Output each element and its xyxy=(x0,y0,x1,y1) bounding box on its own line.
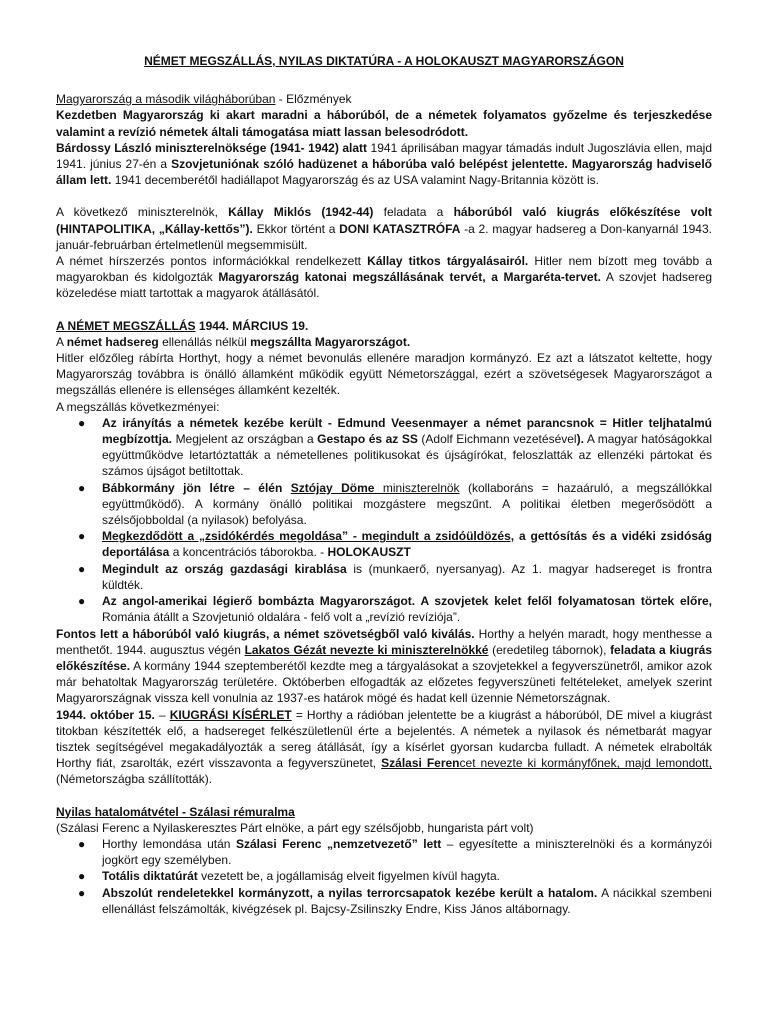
page-title: NÉMET MEGSZÁLLÁS, NYILAS DIKTATÚRA - A HOLOKAUSZT MAGYARORSZÁGON xyxy=(144,54,624,68)
bullet-icon: ● xyxy=(78,869,86,884)
bullet-icon: ● xyxy=(78,480,86,495)
bullet-icon: ● xyxy=(78,885,86,900)
list-item: ● Az irányítás a németek kezébe került - Edmund Veesenmayer a német parancsnok = Hitler teljhatalmú megbízottja. Megjelent az országban a Gestapo és az SS (Adolf Eichmann vezetésével). A magyar hatóságokkal együttműködve letartóztatták a németellenes politikusokat és újságírókat, feloszlatták az ellenzéki pártokat és számos újságot betiltottak. xyxy=(78,415,712,479)
section-arrow-cross xyxy=(56,804,712,917)
paragraph: Bárdossy László miniszterelnöksége (1941- 1942) alatt 1941 áprilisában magyar támadás indult Jugoszlávia ellen, majd 1941. június 27-én a Szovjetuniónak szóló hadüzenet a háborúba való belépést jelentette. Magyarország hadviselő állam lett. 1941 decemberétől hadiállapot Magyarország és az USA valamint Nagy-Britannia között is. xyxy=(56,140,712,188)
paragraph: A német hírszerzés pontos információkkal rendelkezett Kállay titkos tárgyalásairól. Hitler nem bízott meg tovább a magyarokban és kidolgozták Magyarország katonai megszállásának tervét, a Margaréta-tervet. A szovjet hadsereg közeledése miatt tartottak a magyarok átállásától. xyxy=(56,254,712,301)
bullet-icon: ● xyxy=(78,415,86,430)
paragraph: Hitler előzőleg rábírta Horthyt, hogy a német bevonulás ellenére maradjon kormányzó. Ez azt a látszatot keltette, hogy Magyarország továbbra is önálló államként működik együtt Németországgal, ezért a szövetségesek Magyarországot a megszállás ellenére is ellenséges államként kezelték. xyxy=(56,351,712,398)
bullet-list xyxy=(56,836,712,917)
section-prelude xyxy=(56,91,712,301)
paragraph: Kezdetben Magyarország ki akart maradni a háborúból, de a németek folyamatos győzelme és terjeszkedése valamint a revízió németek általi támogatása miatt lassan belesodródott. xyxy=(56,108,712,139)
list-item: ● Abszolút rendeletekkel kormányzott, a nyilas terrorcsapatok kezébe került a hatalom. A nácikkal szembeni ellenállást felszámolták, kivégzések pl. Bajcsy-Zsilinszky Endre, Kiss János altábornagy. xyxy=(78,885,712,916)
paragraph: A német hadsereg ellenállás nélkül megszállta Magyarországot. xyxy=(56,334,411,349)
section-heading: Nyilas hatalomátvétel - Szálasi rémuralma xyxy=(56,804,295,819)
section-occupation xyxy=(56,318,712,788)
section-heading: Magyarország a második világháborúban - Előzmények xyxy=(56,92,352,107)
list-item: ● Az angol-amerikai légierő bombázta Magyarországot. A szovjetek kelet felől folyamatosan törtek előre, Románia átállt a Szovjetunió oldalára - felő volt a „revízió revíziója”. xyxy=(78,594,712,625)
paragraph: (Szálasi Ferenc a Nyilaskeresztes Párt elnöke, a párt egy szélsőjobb, hungarista párt volt) xyxy=(56,820,534,835)
bullet-icon: ● xyxy=(78,836,86,851)
list-item: ● Totális diktatúrát vezetett be, a jogállamiság elveit figyelmen kívül hagyta. xyxy=(78,869,500,884)
paragraph: A megszállás következményei: xyxy=(56,399,220,414)
bullet-icon: ● xyxy=(78,529,86,544)
list-item: ● Megkezdődött a „zsidókérdés megoldása” - megindult a zsidóüldözés, a gettósítás és a vidéki zsidóság deportálása a koncentrációs táborokba. - HOLOKAUSZT xyxy=(78,529,712,560)
paragraph: 1944. október 15. – KIUGRÁSI KÍSÉRLET = Horthy a rádióban jelentette be a kiugrást a háborúból, DE mivel a kiugrást titokban készítették elő, a hadsereget felkészületlenül érte a bejelentés. A németek a nyilasok és németbarát magyar tisztek segítségével megakadályozták a sereg átállását, így a kísérlet gyorsan kudarcba fulladt. A németek elrabolták Horthy fiát, zsarolták, ezért visszavonta a fegyverszünetet, Szálasi Ferencet nevezte ki kormányfőnek, majd lemondott, (Németországba szállították). xyxy=(56,707,713,787)
bullet-icon: ● xyxy=(78,561,86,576)
bullet-icon: ● xyxy=(78,594,86,609)
bullet-list xyxy=(56,415,712,626)
list-item: ● Bábkormány jön létre – élén Sztójay Döme miniszterelnök (kollaboráns = hazaáruló, a megszállókkal együttműködő). A kormány önálló politikai mozgástere megszűnt. A politikai életben megerősödött a szélsőjobboldal (a nyilasok) befolyása. xyxy=(78,480,713,528)
list-item: ● Megindult az ország gazdasági kirablása is (munkaerő, nyersanyag). Az 1. magyar hadsereget is frontra küldték. xyxy=(78,561,712,592)
paragraph: Fontos lett a háborúból való kiugrás, a német szövetségből való kiválás. Horthy a helyén maradt, hogy menthesse a menthetőt. 1944. augusztus végén Lakatos Gézát nevezte ki miniszterelnökké (eredetileg tábornok), feladata a kiugrás előkészítése. A kormány 1944 szeptemberétől kezdte meg a tárgyalásokat a szovjetekkel a fegyverszünetről, amikor azok már behatoltak Magyarország területére. Októberben elfogadták az előzetes fegyverszüneti feltételeket, amelyek szerint Magyarországnak vissza kell vonulnia az 1937-es határok mögé és hadat kell üzennie Németországnak. xyxy=(56,626,713,706)
list-item: ● Horthy lemondása után Szálasi Ferenc „nemzetvezető” lett – egyesítette a miniszterelnöki és a kormányzói jogkört egy személyben. xyxy=(78,836,713,868)
section-heading: A NÉMET MEGSZÁLLÁS 1944. MÁRCIUS 19. xyxy=(56,318,309,333)
paragraph: A következő miniszterelnök, Kállay Miklós (1942-44) feladata a háborúból való kiugrás előkészítése volt (HINTAPOLITIKA, „Kállay-kettős”). Ekkor történt a DONI KATASZTRÓFA -a 2. magyar hadsereg a Don-kanyarnál 1943. január-februárban értelmetlenül megsemmisült. xyxy=(56,205,712,252)
